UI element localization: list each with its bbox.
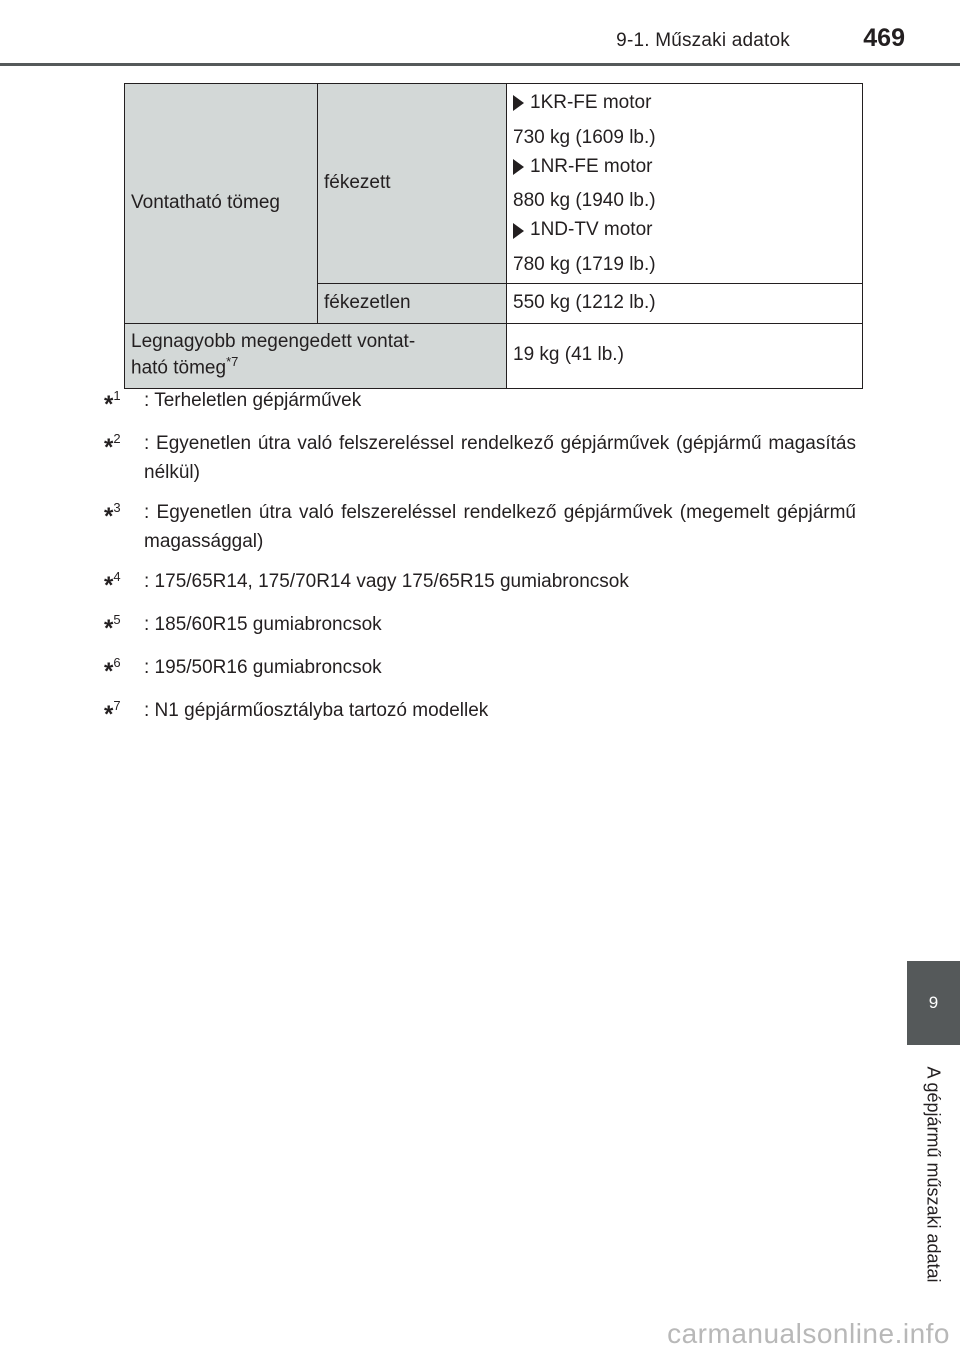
- footnote-text: : 195/50R16 gumiabroncsok: [144, 657, 382, 678]
- engine-name: 1ND-TV motor: [530, 219, 653, 241]
- engine-weight: 730 kg (1609 lb.): [513, 126, 656, 148]
- footnote-text: : 185/60R15 gumiabroncsok: [144, 614, 382, 635]
- max-load-value: 19 kg (41 lb.): [507, 323, 863, 388]
- page-number: 469: [863, 24, 905, 52]
- max-load-label-line1: Legnagyobb megengedett vontat-: [131, 331, 416, 353]
- engine-entry: [513, 219, 856, 277]
- chapter-tab[interactable]: [907, 961, 960, 1045]
- asterisk: *: [104, 615, 114, 642]
- footnote-text: : Terheletlen gépjárművek: [144, 390, 362, 411]
- asterisk: *: [104, 701, 114, 728]
- triangle-bullet-icon: [513, 223, 524, 239]
- table-row: [125, 323, 863, 388]
- asterisk: *: [104, 658, 114, 685]
- engine-weight: 880 kg (1940 lb.): [513, 190, 656, 212]
- footnote: [104, 386, 856, 418]
- engine-weight: 780 kg (1719 lb.): [513, 253, 656, 275]
- footnote-number: 7: [113, 698, 121, 713]
- footnote-number: 3: [113, 500, 121, 515]
- footnote-number: 5: [113, 612, 121, 627]
- towing-capacity-label: Vontatható tömeg: [125, 84, 318, 324]
- section-title: 9-1. Műszaki adatok: [616, 30, 790, 51]
- unbraked-label: fékezetlen: [318, 283, 507, 323]
- watermark: carmanualsonline.info: [667, 1318, 950, 1349]
- asterisk: *: [104, 503, 114, 530]
- footnote: [104, 610, 856, 642]
- footnote: [104, 567, 856, 599]
- braked-label: fékezett: [318, 84, 507, 284]
- triangle-bullet-icon: [513, 159, 524, 175]
- asterisk: *: [104, 572, 114, 599]
- towing-spec-table: [124, 83, 863, 389]
- engine-name: 1KR-FE motor: [530, 92, 652, 113]
- footnote-ref: *7: [226, 354, 239, 370]
- header-rule: [0, 63, 960, 66]
- max-load-label-line2: ható tömeg: [131, 357, 227, 379]
- engine-entry: [513, 156, 856, 214]
- chapter-number: 9: [928, 993, 939, 1012]
- footnote-text: : 175/65R14, 175/70R14 vagy 175/65R15 gumiabroncsok: [144, 571, 629, 592]
- footnote: [104, 429, 856, 487]
- footnote-text: : Egyenetlen útra való felszereléssel rendelkező gépjárművek (gépjármű magasítás nélkül): [144, 433, 856, 483]
- footnote: [104, 653, 856, 685]
- triangle-bullet-icon: [513, 95, 524, 111]
- footnote-number: 4: [113, 569, 121, 584]
- footnote-number: 6: [113, 655, 121, 670]
- footnote-number: 1: [113, 388, 121, 403]
- asterisk: *: [104, 391, 114, 418]
- max-load-label: [125, 323, 507, 388]
- braked-values: [507, 84, 863, 284]
- unbraked-value: 550 kg (1212 lb.): [507, 283, 863, 323]
- footnote-number: 2: [113, 431, 121, 446]
- engine-entry: [513, 92, 856, 150]
- footnote-text: : Egyenetlen útra való felszereléssel rendelkező gépjárművek (megemelt gépjármű magassággal): [144, 502, 856, 552]
- asterisk: *: [104, 434, 114, 461]
- table-row: [125, 84, 863, 284]
- footnote: [104, 498, 856, 556]
- engine-name: 1NR-FE motor: [530, 155, 653, 177]
- footnotes: [104, 386, 856, 739]
- footnote: [104, 696, 856, 728]
- footnote-text: : N1 gépjárműosztályba tartozó modellek: [144, 700, 489, 721]
- chapter-label-text: A gépjármű műszaki adatai: [923, 1066, 944, 1283]
